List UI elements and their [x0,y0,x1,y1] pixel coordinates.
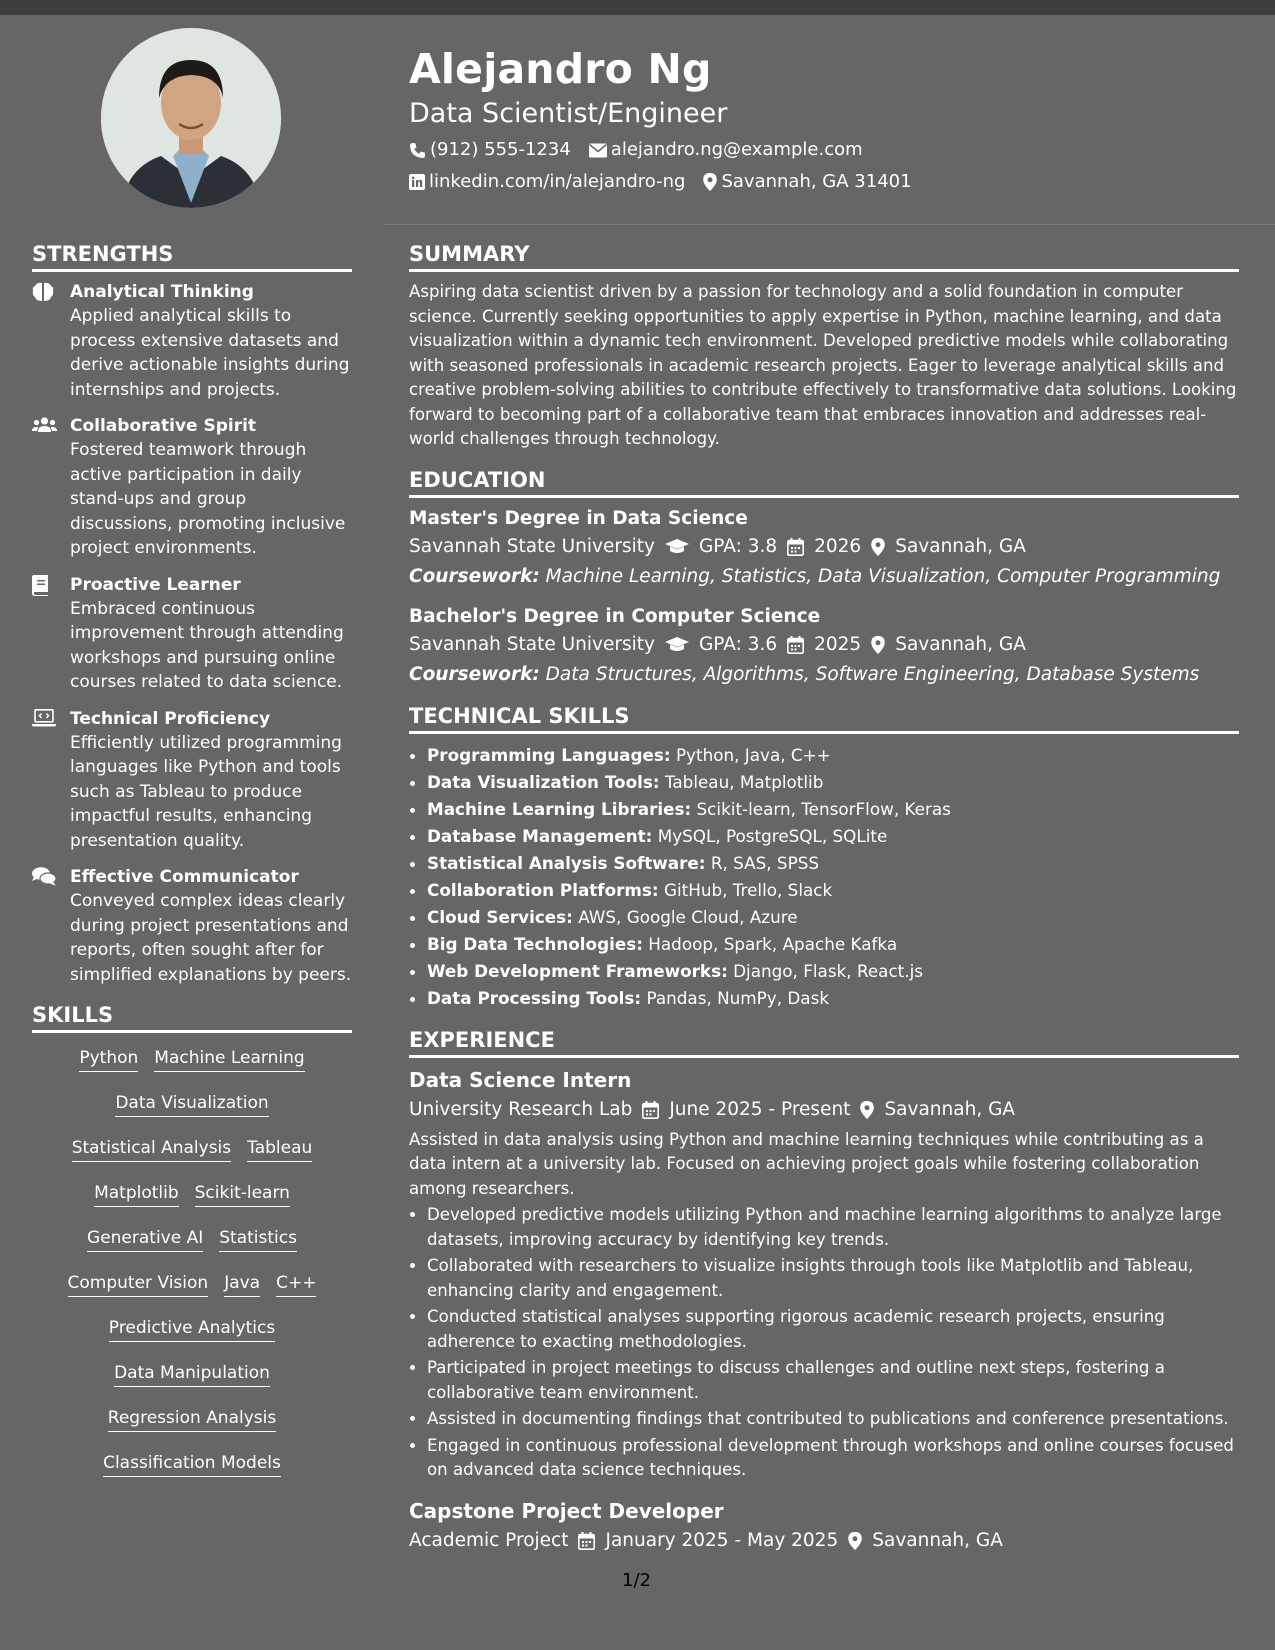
email-text: alejandro.ng@example.com [610,139,863,160]
technical-skills-list [409,742,1239,1012]
profile-photo [101,28,281,208]
coursework-label: Coursework: [409,565,540,587]
position-description: Assisted in data analysis using Python and machine learning techniques while contributing as a data intern at a university lab. Focused on achieving project goals while fostering collaboration among researchers. [409,1129,1204,1198]
achievement-item: • Conducted statistical analyses supporting rigorous academic research projects, ensuring adherence to exacting methodologies. [427,1305,1239,1354]
skill-tag: Tableau [247,1137,312,1162]
organization: Academic Project [409,1529,569,1551]
education-meta [409,630,1239,660]
comments-icon [32,867,56,886]
technical-skill-item [427,850,1239,877]
linkedin-contact[interactable] [409,166,685,198]
position-meta [409,1094,1239,1126]
graduation-year: 2025 [814,633,862,655]
candidate-name: Alejandro Ng [409,45,712,93]
phone-text: (912) 555-1234 [430,139,571,160]
strengths-heading: STRENGTHS [32,240,352,272]
date-range: June 2025 - Present [669,1098,851,1120]
sidebar [32,240,352,1497]
achievement-list [409,1203,1239,1483]
skill-tag: Machine Learning [154,1047,304,1072]
graduation-cap-icon [665,637,689,653]
strength-item [32,865,352,987]
degree-title: Bachelor's Degree in Computer Science [409,605,821,627]
position-title: Data Science Intern [409,1067,632,1092]
map-marker-icon [848,1532,862,1550]
coursework-label: Coursework: [409,663,540,685]
skill-values: Tableau, Matplotlib [664,771,824,792]
technical-skill-item [427,985,1239,1012]
map-marker-icon [871,538,885,556]
technical-skill-item [427,742,1239,769]
strength-item [32,414,352,561]
skill-tag: Computer Vision [68,1272,209,1297]
education-meta [409,532,1239,562]
education-item [409,604,1239,690]
position-location: Savannah, GA [884,1098,1016,1120]
experience-heading: EXPERIENCE [409,1026,1239,1058]
location-text: Savannah, GA 31401 [721,171,912,192]
skill-category: Statistical Analysis Software: [427,852,706,873]
calendar-icon [787,636,804,654]
map-marker-icon [860,1101,874,1119]
strength-desc: Applied analytical skills to process extensive datasets and derive actionable insights during internships and projects. [70,306,350,400]
date-range: January 2025 - May 2025 [605,1529,839,1551]
brain-icon [32,282,54,302]
organization: University Research Lab [409,1098,633,1120]
book-icon [32,575,50,596]
position-title: Capstone Project Developer [409,1498,724,1523]
technical-skills-heading: TECHNICAL SKILLS [409,702,1239,734]
skill-tag: C++ [276,1272,316,1297]
education-location: Savannah, GA [895,535,1026,557]
summary-heading: SUMMARY [409,240,1239,272]
skill-tag: Predictive Analytics [109,1317,275,1342]
skill-tag: Data Visualization [115,1092,268,1117]
map-marker-icon [871,636,885,654]
technical-skill-item [427,931,1239,958]
technical-skill-item [427,823,1239,850]
education-item [409,506,1239,592]
position-meta [409,1525,1239,1557]
skill-values: GitHub, Trello, Slack [663,879,833,900]
map-marker-icon [703,173,717,191]
header [409,40,1239,198]
page-number: 1/2 [622,1570,651,1591]
position-location: Savannah, GA [872,1529,1003,1551]
strength-title: Effective Communicator [70,867,299,887]
skill-tag: Python [79,1047,138,1072]
skill-tag: Regression Analysis [108,1407,276,1432]
experience-item [409,1066,1239,1483]
coursework [409,562,1239,592]
skill-category: Cloud Services: [427,906,573,927]
experience-item [409,1497,1239,1557]
strength-desc: Efficiently utilized programming languages like Python and tools such as Tableau to produce impactful results, enhancing presentation quality. [70,732,342,851]
skills-list [32,1041,352,1497]
skill-category: Data Visualization Tools: [427,771,660,792]
graduation-year: 2026 [814,535,862,557]
school-name: Savannah State University [409,535,655,557]
achievement-item: • Assisted in documenting findings that contributed to publications and conference presentations. [427,1407,1239,1432]
skill-category: Big Data Technologies: [427,933,643,954]
coursework-list: Data Structures, Algorithms, Software Engineering, Database Systems [545,663,1200,685]
top-bar [0,0,1275,15]
skill-tag: Matplotlib [94,1182,179,1207]
strength-desc: Fostered teamwork through active participation in daily stand-ups and group discussions, promoting inclusive project environments. [70,440,346,558]
education-location: Savannah, GA [895,633,1026,655]
skill-category: Database Management: [427,825,653,846]
linkedin-text: linkedin.com/in/alejandro-ng [429,171,686,192]
technical-skill-item [427,904,1239,931]
location-contact [703,166,911,198]
contact-row-2 [409,166,1239,198]
skill-values: MySQL, PostgreSQL, SQLite [657,825,888,846]
skill-category: Machine Learning Libraries: [427,798,692,819]
skill-tag: Statistics [219,1227,297,1252]
strength-title: Collaborative Spirit [70,416,257,436]
summary-text: Aspiring data scientist driven by a passion for technology and a solid foundation in computer science. Currently seeking opportunities to apply expertise in Python, machine learning, and data visualization within a dynamic tech environment. Developed predictive models while collaborating with seasoned professionals in academic research projects. Eager to leverage analytical skills and creative problem-solving abilities to contribute effectively to transformative data solutions. Looking forward to becoming part of a collaborative team that embraces innovation and addresses real-world challenges through technology. [409,282,1237,448]
education-heading: EDUCATION [409,466,1239,498]
calendar-icon [787,538,804,556]
skill-values: AWS, Google Cloud, Azure [578,906,798,927]
main-content [409,240,1239,1557]
skill-category: Web Development Frameworks: [427,960,728,981]
header-divider [383,224,1275,225]
skill-tag: Statistical Analysis [72,1137,231,1162]
linkedin-icon [409,174,425,190]
strength-desc: Embraced continuous improvement through attending workshops and pursuing online courses related to data science. [70,598,344,692]
skill-tag: Data Manipulation [114,1362,270,1387]
skill-tag: Classification Models [103,1452,281,1477]
laptop-code-icon [32,709,56,727]
achievement-item: • Participated in project meetings to discuss challenges and outline next steps, fostering a collaborative team environment. [427,1356,1239,1405]
achievement-item: • Collaborated with researchers to visualize insights through tools like Matplotlib and Tableau, enhancing clarity and engagement. [427,1254,1239,1303]
technical-skill-item [427,877,1239,904]
skill-values: Scikit-learn, TensorFlow, Keras [696,798,951,819]
strength-item [32,573,352,695]
strength-item [32,280,352,402]
phone-contact[interactable] [409,134,571,166]
skill-tag: Generative AI [87,1227,203,1252]
achievement-item: • Developed predictive models utilizing Python and machine learning algorithms to analyze large datasets, improving accuracy by identifying key trends. [427,1203,1239,1252]
degree-title: Master's Degree in Data Science [409,507,748,529]
email-contact[interactable] [589,134,863,166]
skill-tag: Scikit-learn [195,1182,290,1207]
skill-category: Data Processing Tools: [427,987,642,1008]
skill-tag: Java [224,1272,260,1297]
gpa: GPA: 3.6 [698,633,778,655]
strength-title: Analytical Thinking [70,282,254,302]
skill-values: R, SAS, SPSS [710,852,820,873]
envelope-icon [589,143,607,158]
skill-category: Programming Languages: [427,744,671,765]
strength-title: Proactive Learner [70,574,241,595]
job-title: Data Scientist/Engineer [409,98,728,129]
coursework-list: Machine Learning, Statistics, Data Visualization, Computer Programming [545,565,1221,587]
strength-title: Technical Proficiency [70,708,271,729]
calendar-icon [642,1101,659,1119]
skill-values: Python, Java, C++ [675,744,831,765]
strength-desc: Conveyed complex ideas clearly during project presentations and reports, often sought after for simplified explanations by peers. [70,891,352,985]
achievement-item: • Engaged in continuous professional development through workshops and online courses focused on advanced data science techniques. [427,1434,1239,1483]
contact-row-1 [409,134,1239,166]
calendar-icon [578,1532,595,1550]
coursework [409,660,1239,690]
phone-icon [409,142,426,159]
skills-heading: SKILLS [32,1001,352,1033]
skill-values: Hadoop, Spark, Apache Kafka [648,933,898,954]
users-icon [32,416,57,434]
gpa: GPA: 3.8 [698,535,778,557]
technical-skill-item [427,769,1239,796]
skill-values: Pandas, NumPy, Dask [646,987,830,1008]
school-name: Savannah State University [409,633,655,655]
graduation-cap-icon [665,539,689,555]
skill-values: Django, Flask, React.js [733,960,924,981]
technical-skill-item [427,958,1239,985]
technical-skill-item [427,796,1239,823]
strength-item [32,707,352,854]
skill-category: Collaboration Platforms: [427,879,659,900]
